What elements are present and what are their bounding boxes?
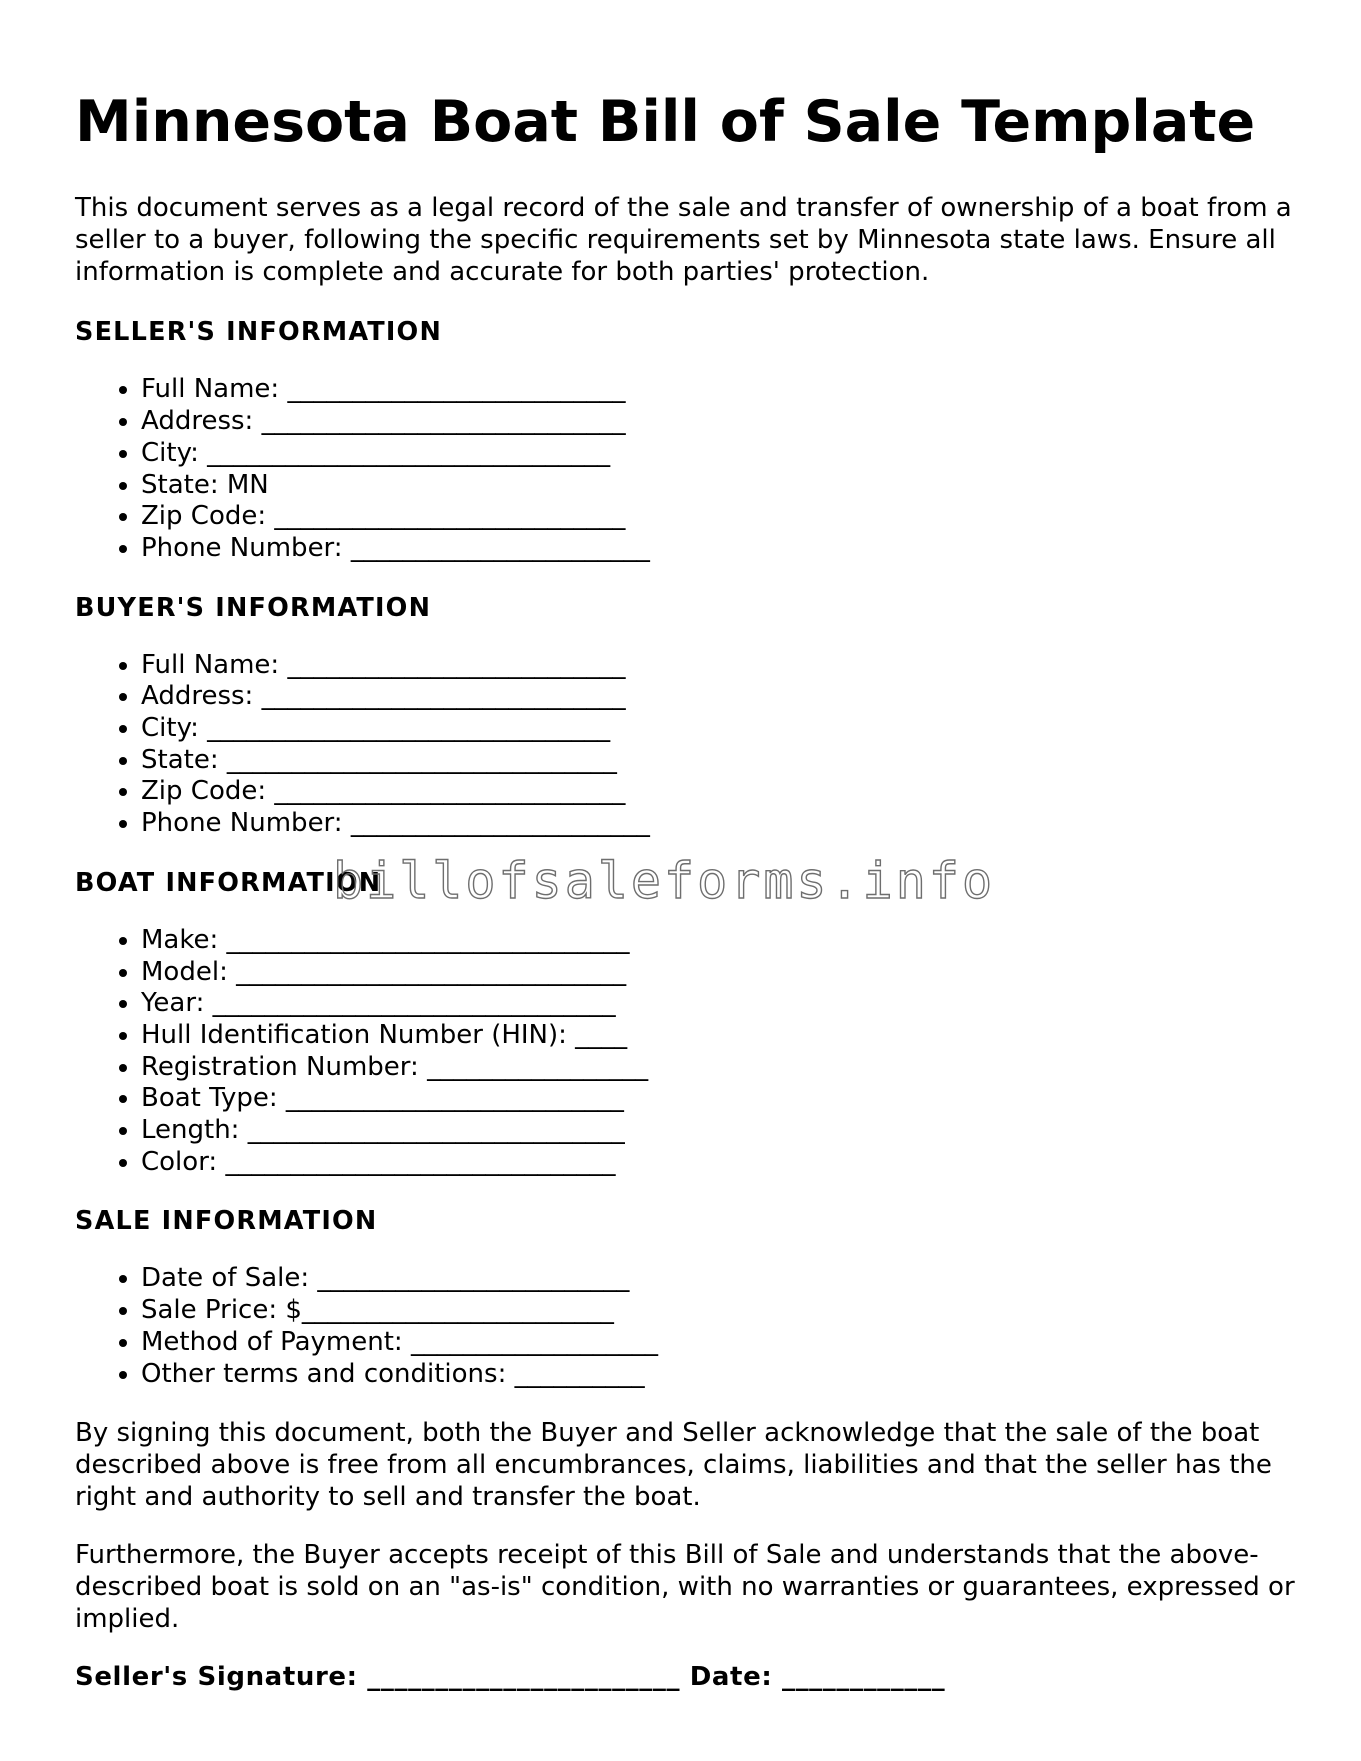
boat-length-field[interactable]: • Length: _____________________________ (141, 1115, 1295, 1147)
buyer-section-heading: BUYER'S INFORMATION (75, 592, 432, 623)
watermark: billofsaleforms.info (333, 852, 996, 910)
seller-full-name-field[interactable]: • Full Name: __________________________ (141, 374, 1295, 406)
boat-make-field[interactable]: • Make: _______________________________ (141, 925, 1295, 957)
seller-state-field: • State: MN (141, 470, 1295, 502)
boat-hin-field[interactable]: • Hull Identification Number (HIN): ____ (141, 1020, 1295, 1052)
boat-type-field[interactable]: • Boat Type: __________________________ (141, 1083, 1295, 1115)
sale-section-heading: SALE INFORMATION (75, 1206, 378, 1237)
boat-section-heading: BOAT INFORMATION (75, 867, 382, 898)
buyer-zip-field[interactable]: • Zip Code: ___________________________ (141, 776, 1295, 808)
seller-address-field[interactable]: • Address: ____________________________ (141, 406, 1295, 438)
buyer-city-field[interactable]: • City: _______________________________ (141, 713, 1295, 745)
buyer-field-list (75, 650, 1295, 840)
seller-city-field[interactable]: • City: _______________________________ (141, 438, 1295, 470)
boat-model-field[interactable]: • Model: ______________________________ (141, 957, 1295, 989)
boat-registration-field[interactable]: • Registration Number: _________________ (141, 1052, 1295, 1084)
intro-paragraph: This document serves as a legal record of the sale and transfer of ownership of a boat from a seller to a buyer, following the specific requirements set by Minnesota state laws. Ensure all information is complete and accurate for both parties' protection. (75, 193, 1292, 288)
boat-color-field[interactable]: • Color: ______________________________ (141, 1147, 1295, 1179)
acknowledgement-paragraph: By signing this document, both the Buyer and Seller acknowledge that the sale of the boat described above is free from all encumbrances, claims, liabilities and that the seller has the right and authority to sell and transfer the boat. (75, 1418, 1272, 1513)
boat-field-list (75, 925, 1295, 1179)
payment-method-field[interactable]: • Method of Payment: ___________________ (141, 1327, 1295, 1359)
page-title: Minnesota Boat Bill of Sale Template (75, 89, 1256, 155)
seller-section-heading: SELLER'S INFORMATION (75, 317, 442, 348)
seller-phone-field[interactable]: • Phone Number: _______________________ (141, 533, 1295, 565)
buyer-address-field[interactable]: • Address: ____________________________ (141, 681, 1295, 713)
seller-signature-line[interactable]: Seller's Signature: _______________________ Date: ____________ (75, 1662, 946, 1693)
buyer-state-field[interactable]: • State: ______________________________ (141, 745, 1295, 777)
buyer-phone-field[interactable]: • Phone Number: _______________________ (141, 808, 1295, 840)
sale-price-field[interactable]: • Sale Price: $________________________ (141, 1295, 1295, 1327)
boat-year-field[interactable]: • Year: _______________________________ (141, 988, 1295, 1020)
seller-field-list (75, 374, 1295, 564)
as-is-paragraph: Furthermore, the Buyer accepts receipt of this Bill of Sale and understands that the above-described boat is sold on an "as-is" condition, with no warranties or guarantees, expressed or implied. (75, 1540, 1295, 1635)
buyer-full-name-field[interactable]: • Full Name: __________________________ (141, 650, 1295, 682)
seller-zip-field[interactable]: • Zip Code: ___________________________ (141, 501, 1295, 533)
other-terms-field[interactable]: • Other terms and conditions: __________ (141, 1359, 1295, 1391)
sale-field-list (75, 1263, 1295, 1390)
sale-date-field[interactable]: • Date of Sale: ________________________ (141, 1263, 1295, 1295)
